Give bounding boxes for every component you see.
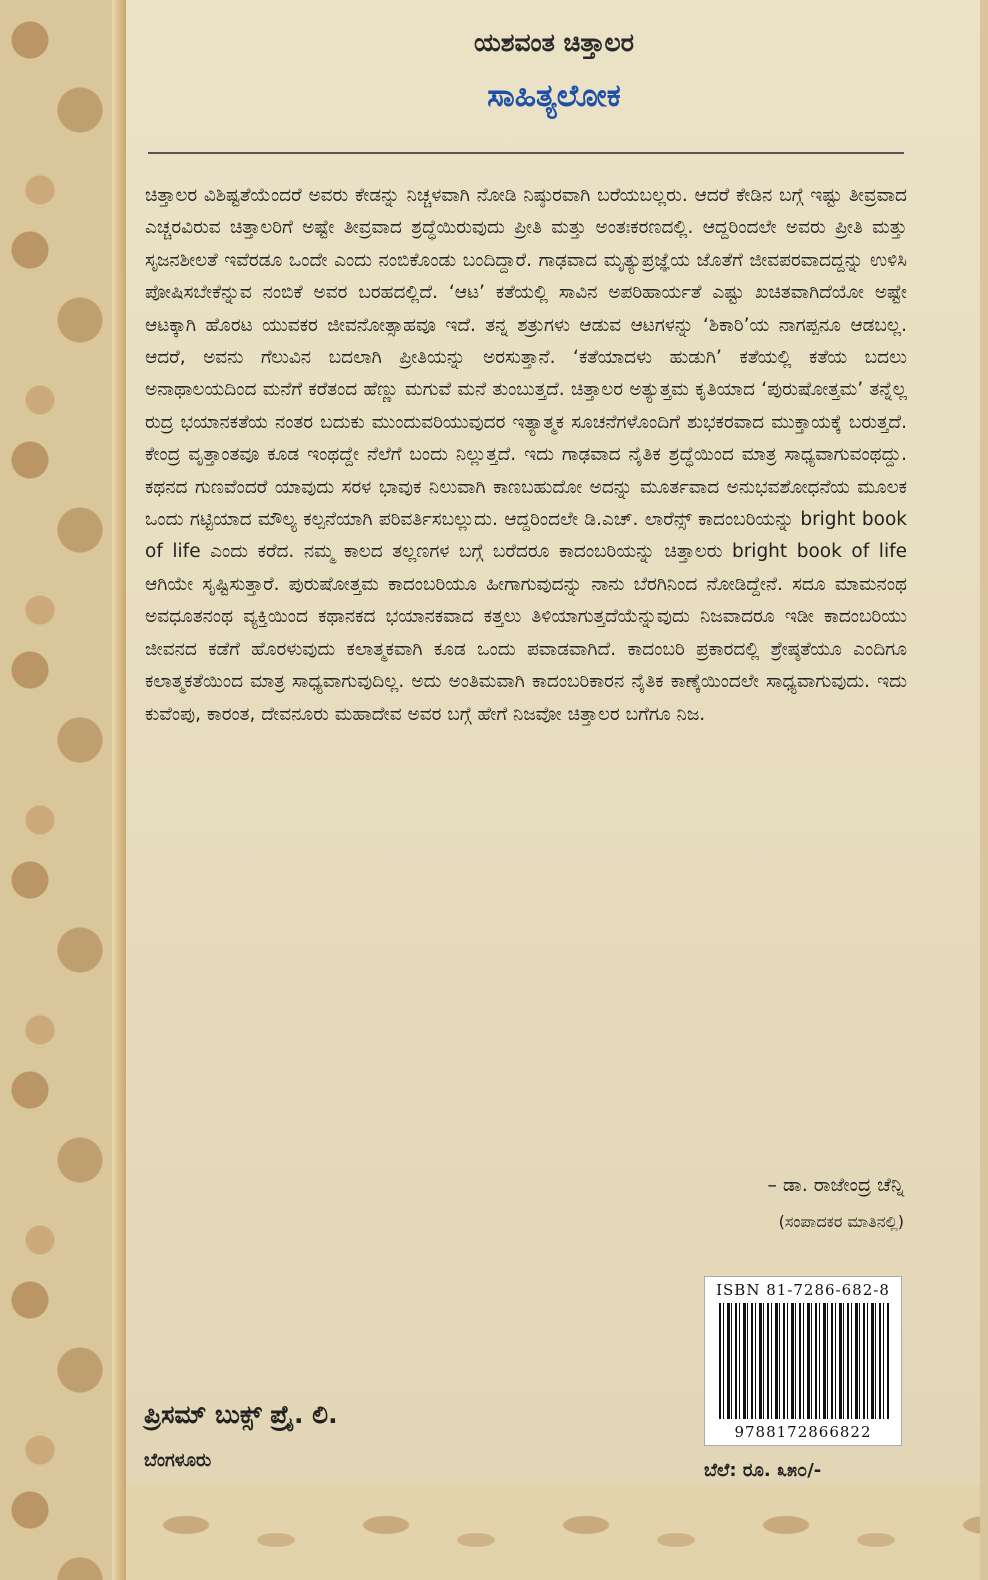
- series-title: ಸಾಹಿತ್ಯಲೋಕ: [487, 78, 621, 114]
- barcode-icon: [719, 1303, 889, 1419]
- price-label: ಬೆಲೆ: ರೂ. ೩೫೦/-: [704, 1460, 822, 1481]
- isbn-label: ISBN 81-7286-682-8: [716, 1281, 890, 1299]
- ean-number: 9788172866822: [734, 1423, 872, 1441]
- blurb-text: ಚಿತ್ತಾಲರ ವಿಶಿಷ್ಟತೆಯೆಂದರೆ ಅವರು ಕೇಡನ್ನು ನಿಚ್ಚಳವಾಗಿ ನೋಡಿ ನಿಷ್ಠುರವಾಗಿ ಬರೆಯಬಲ್ಲರು. ಆದರೆ ಕೇಡಿನ ಬಗ್ಗೆ ಇಷ್ಟು ತೀವ್ರವಾದ ಎಚ್ಚರವಿರುವ ಚಿತ್ತಾಲರಿಗೆ ಅಷ್ಟೇ ತೀವ್ರವಾದ ಶ್ರದ್ಧೆಯಿರುವುದು ಪ್ರೀತಿ ಮತ್ತು ಅಂತಃಕರಣದಲ್ಲಿ. ಆದ್ದರಿಂದಲೇ ಅವರು ಪ್ರೀತಿ ಮತ್ತು ಸೃಜನಶೀಲತೆ ಇವೆರಡೂ ಒಂದೇ ಎಂದು ನಂಬಿಕೊಂಡು ಬಂದಿದ್ದಾರೆ. ಗಾಢವಾದ ಮೃತ್ಯುಪ್ರಜ್ಞೆಯ ಜೊತೆಗೆ ಜೀವಪರವಾದದ್ದನ್ನು ಉಳಿಸಿ ಪೋಷಿಸಬೇಕೆನ್ನುವ ನಂಬಿಕೆ ಅವರ ಬರಹದಲ್ಲಿದೆ. ‘ಆಟ’ ಕತೆಯಲ್ಲಿ ಸಾವಿನ ಅಪರಿಹಾರ್ಯತೆ ಎಷ್ಟು ಖಚಿತವಾಗಿದೆಯೋ ಅಷ್ಟೇ ಆಟಕ್ಕಾಗಿ ಹೊರಟ ಯುವಕರ ಜೀವನೋತ್ಸಾಹವೂ ಇದೆ. ತನ್ನ ಶತ್ರುಗಳು ಆಡುವ ಆಟಗಳನ್ನು ‘ಶಿಕಾರಿ’ಯ ನಾಗಪ್ಪನೂ ಆಡಬಲ್ಲ. ಆದರೆ, ಅವನು ಗೆಲುವಿನ ಬದಲಾಗಿ ಪ್ರೀತಿಯನ್ನು ಅರಸುತ್ತಾನೆ. ‘ಕತೆಯಾದಳು ಹುಡುಗಿ’ ಕತೆಯಲ್ಲಿ ಕತೆಯ ಬದಲು ಅನಾಥಾಲಯದಿಂದ ಮನೆಗೆ ಕರೆತಂದ ಹೆಣ್ಣು ಮಗುವೆ ಮನೆ ತುಂಬುತ್ತದೆ. ಚಿತ್ತಾಲರ ಅತ್ಯುತ್ತಮ ಕೃತಿಯಾದ ‘ಪುರುಷೋತ್ತಮ’ ತನ್ನೆಲ್ಲ ರುದ್ರ ಭಯಾನಕತೆಯ ನಂತರ ಬದುಕು ಮುಂದುವರಿಯುವುದರ ಇತ್ಯಾತ್ಮಕ ಸೂಚನೆಗಳೊಂದಿಗೆ ಶುಭಕರವಾದ ಮುಕ್ತಾಯಕ್ಕೆ ಬರುತ್ತದೆ. ಕೇಂದ್ರ ವೃತ್ತಾಂತವೂ ಕೂಡ ಇಂಥದ್ದೇ ನೆಲೆಗೆ ಬಂದು ನಿಲ್ಲುತ್ತದೆ. ಇದು ಗಾಢವಾದ ನೈತಿಕ ಶ್ರದ್ಧೆಯಿಂದ ಮಾತ್ರ ಸಾಧ್ಯವಾಗುವಂಥದ್ದು. ಕಥನದ ಗುಣವೆಂದರೆ ಯಾವುದು ಸರಳ ಭಾವುಕ ನಿಲುವಾಗಿ ಕಾಣಬಹುದೋ ಅದನ್ನು ಮೂರ್ತವಾದ ಅನುಭವಶೋಧನೆಯ ಮೂಲಕ ಒಂದು ಗಟ್ಟಿಯಾದ ಮೌಲ್ಯ ಕಲ್ಪನೆಯಾಗಿ ಪರಿವರ್ತಿಸಬಲ್ಲುದು. ಆದ್ದರಿಂದಲೇ ಡಿ.ಎಚ್. ಲಾರೆನ್ಸ್ ಕಾದಂಬರಿಯನ್ನು bright book of life ಎಂದು ಕರೆದ. ನಮ್ಮ ಕಾಲದ ತಲ್ಲಣಗಳ ಬಗ್ಗೆ ಬರೆದರೂ ಕಾದಂಬರಿಯನ್ನು ಚಿತ್ತಾಲರು bright book of life ಆಗಿಯೇ ಸೃಷ್ಟಿಸುತ್ತಾರೆ. ಪುರುಷೋತ್ತಮ ಕಾದಂಬರಿಯೂ ಹೀಗಾಗುವುದನ್ನು ನಾನು ಬೆರಗಿನಿಂದ ನೋಡಿದ್ದೇನೆ. ಸದೂ ಮಾಮನಂಥ ಅವಧೂತನಂಥ ವ್ಯಕ್ತಿಯಿಂದ ಕಥಾನಕದ ಭಯಾನಕವಾದ ಕತ್ತಲು ತಿಳಿಯಾಗುತ್ತದೆಯೆನ್ನುವುದು ನಿಜವಾದರೂ ಇಡೀ ಕಾದಂಬರಿಯು ಜೀವನದ ಕಡೆಗೆ ಹೊರಳುವುದು ಕಲಾತ್ಮಕವಾಗಿ ಕೂಡ ಒಂದು ಪವಾಡವಾಗಿದೆ. ಕಾದಂಬರಿ ಪ್ರಕಾರದಲ್ಲಿ ಶ್ರೇಷ್ಠತೆಯೂ ಎಂದಿಗೂ ಕಲಾತ್ಮಕತೆಯಿಂದ ಮಾತ್ರ ಸಾಧ್ಯವಾಗುವುದಿಲ್ಲ. ಅದು ಅಂತಿಮವಾಗಿ ಕಾದಂಬರಿಕಾರನ ನೈತಿಕ ಕಾಣ್ಕೆಯಿಂದಲೇ ಸಾಧ್ಯವಾಗುವುದು. ಇದು ಕುವೆಂಪು, ಕಾರಂತ, ದೇವನೂರು ಮಹಾದೇವ ಅವರ ಬಗ್ಗೆ ಹೇಗೆ ನಿಜವೋ ಚಿತ್ತಾಲರ ಬಗೆಗೂ ನಿಜ.: [145, 185, 907, 725]
- title-divider: [148, 152, 904, 154]
- author-line: ಯಶವಂತ ಚಿತ್ತಾಲರ: [474, 28, 634, 57]
- page-edge: [980, 0, 988, 1580]
- decorative-bottom-band: [126, 1485, 988, 1580]
- barcode-box: [704, 1276, 902, 1446]
- attribution-name: – ಡಾ. ರಾಜೇಂದ್ರ ಚೆನ್ನಿ: [767, 1174, 904, 1196]
- attribution-note: (ಸಂಪಾದಕರ ಮಾತಿನಲ್ಲಿ): [778, 1212, 904, 1231]
- publisher-name: ಪ್ರಿಸಮ್ ಬುಕ್ಸ್ ಪ್ರೈ. ಲಿ.: [144, 1400, 338, 1429]
- decorative-border: [0, 0, 126, 1580]
- publisher-city: ಬೆಂಗಳೂರು: [144, 1450, 212, 1471]
